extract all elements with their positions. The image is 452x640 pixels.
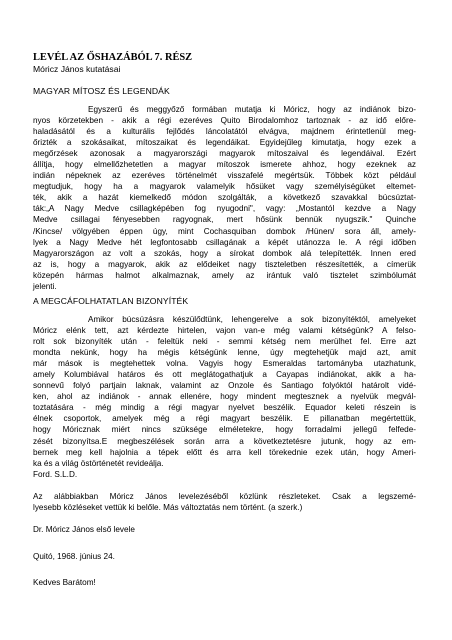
paragraph-line: ken, ahol az indiánok - annak ellenére, hogy mindent megtesznek a nyelvük megvál- bbox=[33, 392, 416, 402]
paragraph-line: jelenti. bbox=[33, 281, 57, 291]
paragraph-line: sonnevű folyó partjain laknak, valamint az Onzole és Santiago folyóktól határolt vidé- bbox=[33, 381, 416, 391]
paragraph-line: Amikor búcsúzásra készülődtünk, lehengerelve a sok bizonyítéktól, amelyeket bbox=[88, 315, 416, 324]
paragraph-line: ták:„A Nagy Medve csillagképében fog nyugodni", vagy: „Mostantól kezdve a Nagy bbox=[33, 204, 416, 214]
section-heading-myths: MAGYAR MÍTOSZ ÉS LEGENDÁK bbox=[33, 86, 170, 96]
letter-salutation: Kedves Barátom! bbox=[33, 578, 96, 587]
paragraph-line: élnek csoportok, amelyek még a régi magyart beszélik. E pillanatban megértettük, bbox=[33, 414, 416, 424]
paragraph-line: megtudjuk, hogy ha a magyarok valamelyik hősüket vagy személyiségüket eltemet- bbox=[33, 182, 416, 192]
paragraph-line: indián népeknek az ezeréves történelmét visszafelé megértsük. Többek közt például bbox=[33, 171, 416, 181]
section-heading-evidence: A MEGCÁFOLHATATLAN BIZONYÍTÉK bbox=[33, 296, 189, 306]
paragraph-line: lyek a Nagy Medve hét legfontosabb csillagának a képét utánozza le. A régi időben bbox=[33, 237, 416, 247]
paragraph-line: Medve csillagai fényesebben ragyognak, mert hősünk bennük nyugszik." Quinche bbox=[33, 215, 416, 225]
paragraph-line: amely Kolumbiával határos és ott meglátogathatjuk a Cayapas indiánokat, akik a ha- bbox=[33, 370, 416, 380]
paragraph-line: Egyszerű és meggyőző formában mutatja ki Móricz, hogy az indiánok bizo- bbox=[88, 105, 416, 114]
paragraph-line: zését bizonyítsa.E megbeszélések során arra a következtetésre jutunk, hogy az em- bbox=[33, 436, 416, 446]
paragraph-line: hogy Móricznak miért nincs szüksége elméletekre, hogy forradalmi jellegű felfede- bbox=[33, 425, 416, 435]
paragraph-line: közepén hármas halmot alkalmaznak, amely az irántuk való tisztelet szimbólumát bbox=[33, 270, 416, 280]
note-line: lyesebb közléseket vettük ki belőle. Más változtatás nem történt. (a szerk.) bbox=[33, 503, 303, 513]
note-line: Az alábbiakban Móricz János levelezéséből közlünk részleteket. Csak a legszemé- bbox=[33, 492, 416, 501]
paragraph-line: megőrzések azonosak a magyarországi magyarok mítoszaival és legendáival. Ezért bbox=[33, 149, 416, 159]
paragraph-evidence bbox=[33, 314, 416, 480]
paragraph-line: toztatására - még mindig a régi magyar nyelvet beszélik. Equador keleti részein is bbox=[33, 403, 416, 413]
paragraph-line: nyos körzetekben - akik a régi ezeréves Quito Birodalomhoz tartoznak - az idő előre- bbox=[33, 116, 416, 126]
editor-note bbox=[33, 491, 416, 513]
paragraph-line: haladásától és a kulturális fejlődés láncolatától elvágva, majdnem érintetlenül meg- bbox=[33, 127, 416, 137]
letter-place-date: Quitó, 1968. június 24. bbox=[33, 552, 115, 561]
document-subtitle: Móricz János kutatásai bbox=[33, 64, 121, 74]
letter-heading: Dr. Móricz János első levele bbox=[33, 525, 135, 534]
paragraph-line: őrizték a szokásaikat, mítoszaikat és legendáikat. Egyidejűleg kimutatja, hogy ezek a bbox=[33, 138, 416, 148]
paragraph-line: mondta nekünk, hogy ha mégis kétségünk lenne, úgy megtehetjük majd azt, amit bbox=[33, 348, 416, 358]
translator-credit: Ford. S.L.D. bbox=[33, 469, 78, 479]
paragraph-line: ka és a világ östörténetét revideálja. bbox=[33, 458, 164, 468]
paragraph-line: már mások is megtehettek volna. Vagyis hogy Esmeraldas tartományba utazhatunk, bbox=[33, 359, 416, 369]
paragraph-line: rolt sok bizonyíték után - feleltük neki - semmi kétség nem merülhet fel. Erre azt bbox=[33, 337, 416, 347]
paragraph-line: az is, hogy a magyarok, akik az elődeiket nagy tiszteletben részesítették, a címerük bbox=[33, 259, 416, 269]
paragraph-line: állítja, hogy elmellőzhetetlen a magyar mítoszok ismerete ahhoz, hogy ezeknek az bbox=[33, 160, 416, 170]
paragraph-line: ték, akik a hazát kiemelkedő módon szolgálták, a következő szavakkal búcsúztat- bbox=[33, 193, 416, 203]
paragraph-line: bernek meg kell hajolnia a tépek előtt és arra kell törekednie ezek után, hogy Ameri- bbox=[33, 447, 416, 457]
paragraph-myths bbox=[33, 104, 416, 292]
paragraph-line: Magyarországon az volt a szokás, hogy a sírokat dombok alá telepítették. Innen ered bbox=[33, 248, 416, 258]
paragraph-line: Móricz elénk tett, azt kérdezte hirtelen, vajon van-e még valami kétségünk? A felso- bbox=[33, 326, 416, 336]
paragraph-line: /Kincse/ völgyében éppen úgy, mint Cochasquiban dombok /Hünen/ sora áll, amely- bbox=[33, 226, 416, 236]
document-title: LEVÉL AZ ŐSHAZÁBÓL 7. RÉSZ bbox=[33, 52, 193, 63]
